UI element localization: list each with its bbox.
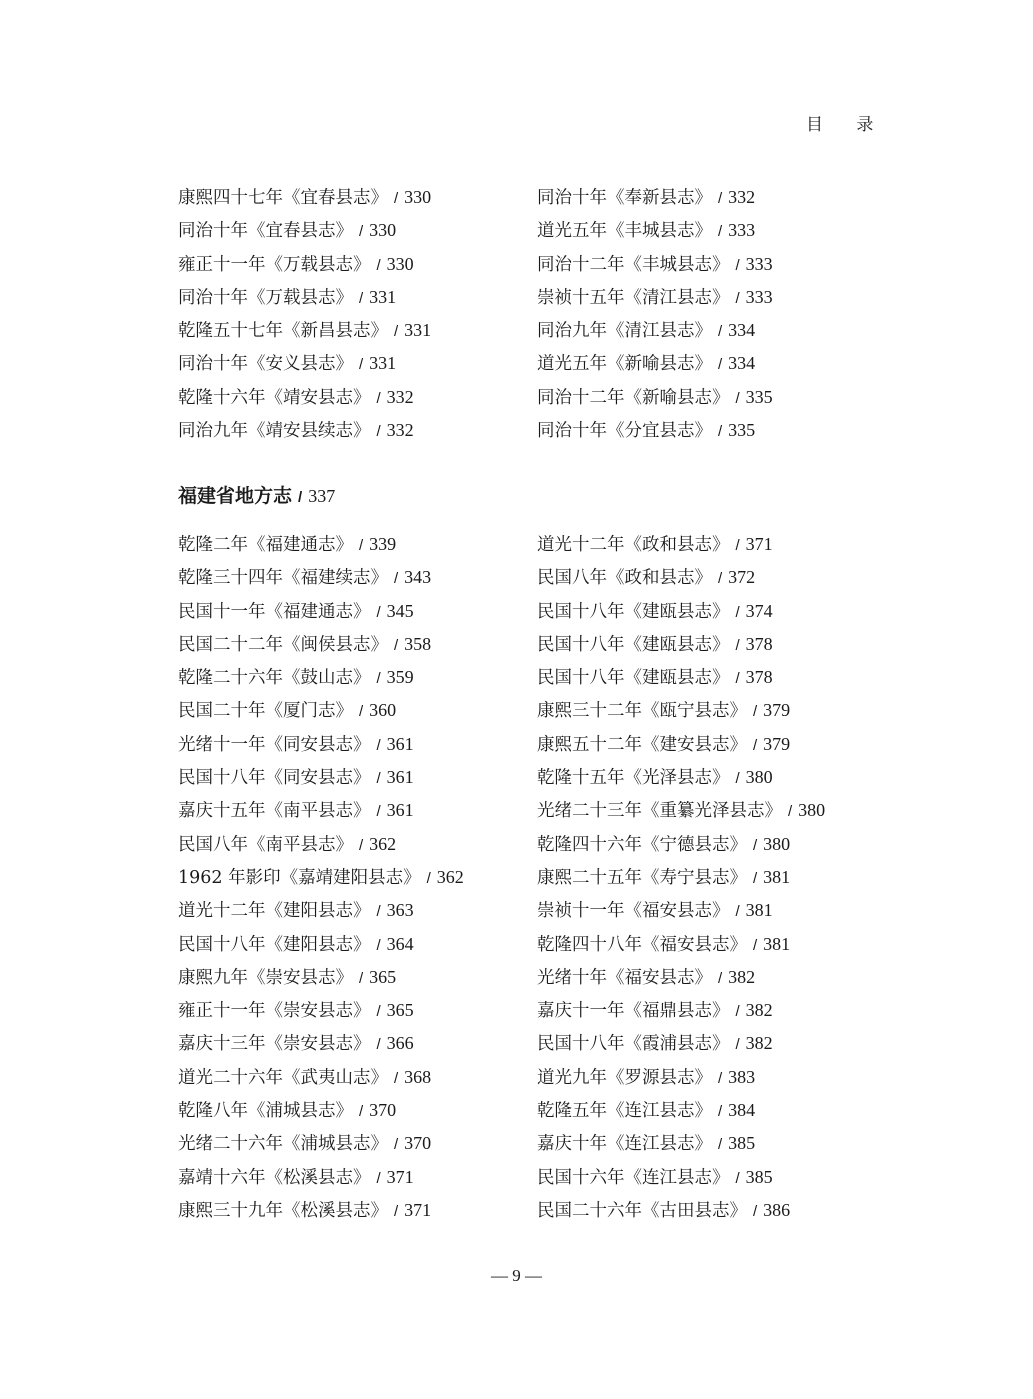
entry-title: 道光十二年《建阳县志》 — [178, 901, 371, 922]
toc-entry[interactable] — [537, 628, 877, 661]
entry-page: 371 — [386, 1166, 414, 1187]
separator: / — [376, 423, 381, 441]
separator: / — [718, 190, 723, 207]
separator: / — [735, 289, 740, 307]
entry-page: 358 — [404, 633, 432, 654]
toc-entry[interactable] — [178, 1127, 518, 1160]
entry-page: 332 — [728, 187, 756, 207]
toc-entry[interactable] — [537, 728, 877, 761]
entry-page: 381 — [763, 933, 791, 954]
separator: / — [426, 869, 431, 887]
entry-page: 331 — [369, 286, 397, 307]
entry-title: 乾隆八年《浦城县志》 — [178, 1101, 353, 1122]
entry-page: 333 — [745, 253, 773, 274]
separator: / — [376, 903, 381, 921]
entry-title: 乾隆四十八年《福安县志》 — [537, 934, 747, 955]
entry-page: 331 — [404, 320, 432, 341]
separator: / — [394, 190, 399, 207]
entry-title: 民国十八年《建瓯县志》 — [537, 668, 730, 689]
entry-title: 嘉庆十三年《崇安县志》 — [178, 1034, 371, 1055]
entry-title: 光绪十年《福安县志》 — [537, 967, 712, 988]
separator: / — [718, 1069, 723, 1087]
entry-title: 同治十年《安义县志》 — [178, 354, 353, 375]
separator: / — [394, 1136, 399, 1154]
toc-entry[interactable] — [178, 414, 518, 447]
toc-entry[interactable] — [178, 828, 518, 861]
entry-title: 民国十八年《霞浦县志》 — [537, 1034, 730, 1055]
toc-entry[interactable] — [178, 894, 518, 927]
entry-page: 333 — [745, 286, 773, 307]
entry-page: 332 — [386, 420, 414, 441]
entry-page: 372 — [728, 567, 756, 588]
entry-page: 331 — [369, 353, 397, 374]
entry-page: 360 — [369, 700, 397, 721]
entry-page: 385 — [728, 1133, 756, 1154]
toc-entry[interactable] — [537, 661, 877, 694]
separator: / — [359, 356, 364, 374]
separator: / — [376, 936, 381, 954]
separator: / — [394, 1069, 399, 1087]
entry-title: 乾隆五十七年《新昌县志》 — [178, 321, 388, 342]
entry-page: 365 — [369, 966, 397, 987]
entry-page: 330 — [386, 253, 414, 274]
entry-page: 330 — [369, 220, 397, 241]
toc-entry[interactable] — [537, 1094, 877, 1127]
entry-title: 乾隆二年《福建通志》 — [178, 535, 353, 555]
entry-page: 371 — [404, 1199, 432, 1220]
entry-page: 381 — [763, 866, 791, 887]
toc-entry[interactable] — [537, 1127, 877, 1160]
entry-title: 康熙二十五年《寿宁县志》 — [537, 867, 747, 888]
entry-page: 382 — [728, 966, 756, 987]
separator: / — [376, 603, 381, 621]
entry-page: 386 — [763, 1199, 791, 1220]
entry-title: 康熙三十九年《松溪县志》 — [178, 1200, 388, 1221]
separator: / — [735, 389, 740, 407]
entry-title: 同治十年《宜春县志》 — [178, 221, 353, 242]
toc-entry[interactable] — [537, 694, 877, 727]
separator: / — [735, 636, 740, 654]
toc-column — [178, 181, 518, 447]
entry-page: 361 — [386, 767, 414, 788]
page-number: — 9 — — [491, 1266, 542, 1285]
entry-title: 乾隆十六年《靖安县志》 — [178, 387, 371, 408]
entry-page: 382 — [745, 1000, 773, 1021]
separator: / — [718, 323, 723, 341]
separator: / — [359, 836, 364, 854]
section-page: 337 — [308, 486, 336, 506]
separator: / — [753, 869, 758, 887]
entry-title: 光绪十一年《同安县志》 — [178, 734, 371, 755]
entry-title: 乾隆四十六年《宁德县志》 — [537, 834, 747, 855]
entry-title: 乾隆三十四年《福建续志》 — [178, 568, 388, 589]
entry-page: 330 — [404, 187, 432, 207]
entry-title: 崇祯十五年《清江县志》 — [537, 287, 730, 308]
entry-title: 同治九年《靖安县续志》 — [178, 421, 371, 442]
entry-title: 崇祯十一年《福安县志》 — [537, 901, 730, 922]
entry-title: 嘉庆十年《连江县志》 — [537, 1134, 712, 1155]
separator: / — [376, 1169, 381, 1187]
entry-title: 民国八年《政和县志》 — [537, 568, 712, 589]
separator: / — [718, 1136, 723, 1154]
separator: / — [718, 356, 723, 374]
toc-entry[interactable] — [178, 181, 518, 214]
entry-page: 370 — [369, 1100, 397, 1121]
separator: / — [735, 1036, 740, 1054]
entry-page: 380 — [763, 833, 791, 854]
separator: / — [394, 636, 399, 654]
separator: / — [376, 389, 381, 407]
entry-title: 康熙九年《崇安县志》 — [178, 967, 353, 988]
toc-entry[interactable] — [537, 994, 877, 1027]
section-title: 福建省地方志 — [178, 485, 293, 507]
separator: / — [376, 1036, 381, 1054]
entry-title: 同治十二年《丰城县志》 — [537, 254, 730, 275]
toc-entry[interactable] — [178, 961, 518, 994]
toc-entry[interactable] — [178, 1161, 518, 1194]
separator: / — [735, 770, 740, 788]
toc-entry[interactable] — [537, 414, 877, 447]
toc-entry[interactable] — [178, 1061, 518, 1094]
entry-page: 359 — [386, 667, 414, 688]
toc-entry[interactable] — [537, 248, 877, 281]
entry-title: 雍正十一年《崇安县志》 — [178, 1001, 371, 1022]
toc-entry[interactable] — [178, 214, 518, 247]
toc-entry[interactable] — [178, 1027, 518, 1060]
entry-title: 同治十年《奉新县志》 — [537, 188, 712, 208]
entry-page: 370 — [404, 1133, 432, 1154]
entry-page: 371 — [745, 534, 773, 554]
entry-page: 334 — [728, 353, 756, 374]
entry-page: 381 — [745, 900, 773, 921]
entry-page: 379 — [763, 733, 791, 754]
toc-entry[interactable] — [537, 828, 877, 861]
separator: / — [753, 736, 758, 754]
toc-entry[interactable] — [178, 314, 518, 347]
entry-title: 民国八年《南平县志》 — [178, 834, 353, 855]
entry-title: 同治十二年《新喻县志》 — [537, 387, 730, 408]
toc-entry[interactable] — [537, 528, 877, 561]
toc-entry[interactable] — [537, 761, 877, 794]
entry-title: 乾隆五年《连江县志》 — [537, 1101, 712, 1122]
toc-entry[interactable] — [537, 1061, 877, 1094]
entry-title: 光绪二十六年《浦城县志》 — [178, 1134, 388, 1155]
entry-title: 雍正十一年《万载县志》 — [178, 254, 371, 275]
entry-title: 民国十八年《同安县志》 — [178, 768, 371, 789]
toc-entry[interactable] — [537, 281, 877, 314]
entry-page: 333 — [728, 220, 756, 241]
entry-page: 339 — [369, 534, 397, 554]
entry-title: 1962 年影印《嘉靖建阳县志》 — [178, 867, 421, 888]
separator: / — [753, 703, 758, 721]
separator: / — [735, 1003, 740, 1021]
entry-title: 同治十年《万载县志》 — [178, 287, 353, 308]
entry-page: 379 — [763, 700, 791, 721]
entry-page: 332 — [386, 386, 414, 407]
entry-page: 384 — [728, 1100, 756, 1121]
entry-page: 334 — [728, 320, 756, 341]
running-header: 目 录 — [806, 115, 888, 135]
toc-entry[interactable] — [178, 861, 518, 894]
separator: / — [753, 1202, 758, 1220]
separator: / — [788, 803, 793, 821]
toc-entry[interactable] — [178, 1094, 518, 1127]
separator: / — [753, 936, 758, 954]
separator: / — [376, 803, 381, 821]
entry-title: 嘉庆十五年《南平县志》 — [178, 801, 371, 822]
entry-page: 362 — [436, 866, 464, 887]
entry-page: 368 — [404, 1066, 432, 1087]
separator: / — [735, 603, 740, 621]
toc-entry[interactable] — [178, 761, 518, 794]
separator: / — [718, 223, 723, 241]
separator: / — [735, 670, 740, 688]
entry-page: 335 — [745, 386, 773, 407]
toc-entry[interactable] — [178, 728, 518, 761]
toc-entry[interactable] — [178, 347, 518, 380]
entry-page: 362 — [369, 833, 397, 854]
entry-page: 361 — [386, 800, 414, 821]
toc-entry[interactable] — [178, 994, 518, 1027]
entry-title: 民国二十六年《古田县志》 — [537, 1200, 747, 1221]
entry-page: 380 — [798, 800, 826, 821]
separator: / — [376, 770, 381, 788]
separator: / — [394, 1202, 399, 1220]
toc-entry[interactable] — [537, 214, 877, 247]
separator: / — [735, 903, 740, 921]
entry-page: 385 — [745, 1166, 773, 1187]
toc-entry[interactable] — [537, 381, 877, 414]
entry-page: 374 — [745, 600, 773, 621]
entry-title: 民国二十年《厦门志》 — [178, 701, 353, 722]
separator: / — [735, 537, 740, 554]
entry-page: 378 — [745, 667, 773, 688]
toc-entry[interactable] — [537, 861, 877, 894]
separator: / — [359, 537, 364, 554]
entry-page: 365 — [386, 1000, 414, 1021]
separator: / — [718, 570, 723, 588]
entry-title: 道光十二年《政和县志》 — [537, 535, 730, 555]
separator: / — [753, 836, 758, 854]
toc-entry[interactable] — [178, 595, 518, 628]
entry-title: 同治九年《清江县志》 — [537, 321, 712, 342]
toc-entry[interactable] — [537, 595, 877, 628]
separator: / — [394, 323, 399, 341]
separator: / — [735, 256, 740, 274]
entry-title: 民国十六年《连江县志》 — [537, 1167, 730, 1188]
entry-title: 同治十年《分宜县志》 — [537, 421, 712, 442]
separator: / — [359, 289, 364, 307]
toc-entry[interactable] — [178, 248, 518, 281]
toc-entry[interactable] — [178, 794, 518, 827]
toc-entry[interactable] — [537, 1161, 877, 1194]
entry-page: 382 — [745, 1033, 773, 1054]
entry-title: 嘉靖十六年《松溪县志》 — [178, 1167, 371, 1188]
entry-title: 民国十八年《建瓯县志》 — [537, 601, 730, 622]
toc-entry[interactable] — [178, 628, 518, 661]
entry-page: 335 — [728, 420, 756, 441]
toc-entry[interactable] — [537, 347, 877, 380]
toc-entry[interactable] — [537, 314, 877, 347]
entry-title: 乾隆十五年《光泽县志》 — [537, 768, 730, 789]
toc-column — [178, 528, 518, 1227]
toc-entry[interactable] — [537, 1027, 877, 1060]
toc-entry[interactable] — [537, 961, 877, 994]
entry-title: 民国十一年《福建通志》 — [178, 601, 371, 622]
entry-title: 康熙五十二年《建安县志》 — [537, 734, 747, 755]
entry-page: 345 — [386, 600, 414, 621]
separator: / — [718, 423, 723, 441]
entry-title: 嘉庆十一年《福鼎县志》 — [537, 1001, 730, 1022]
entry-page: 361 — [386, 733, 414, 754]
toc-entry[interactable] — [537, 561, 877, 594]
entry-title: 道光五年《新喻县志》 — [537, 354, 712, 375]
separator: / — [735, 1169, 740, 1187]
separator: / — [298, 489, 303, 506]
separator: / — [376, 256, 381, 274]
toc-entry[interactable] — [178, 1194, 518, 1227]
separator: / — [359, 703, 364, 721]
toc-entry[interactable] — [537, 1194, 877, 1227]
entry-page: 343 — [404, 567, 432, 588]
entry-title: 光绪二十三年《重纂光泽县志》 — [537, 801, 782, 822]
separator: / — [376, 1003, 381, 1021]
separator: / — [359, 969, 364, 987]
entry-page: 363 — [386, 900, 414, 921]
toc-entry[interactable] — [178, 694, 518, 727]
entry-page: 378 — [745, 633, 773, 654]
separator: / — [376, 736, 381, 754]
entry-title: 民国二十二年《闽侯县志》 — [178, 634, 388, 655]
separator: / — [718, 969, 723, 987]
entry-page: 383 — [728, 1066, 756, 1087]
separator: / — [359, 223, 364, 241]
toc-entry[interactable] — [178, 661, 518, 694]
toc-entry[interactable] — [178, 928, 518, 961]
toc-entry[interactable] — [537, 181, 877, 214]
toc-entry[interactable] — [537, 794, 877, 827]
separator: / — [376, 670, 381, 688]
separator: / — [394, 570, 399, 588]
entry-title: 道光五年《丰城县志》 — [537, 221, 712, 242]
separator: / — [359, 1103, 364, 1121]
toc-entry[interactable] — [178, 281, 518, 314]
toc-entry[interactable] — [178, 528, 518, 561]
entry-page: 364 — [386, 933, 414, 954]
entry-page: 380 — [745, 767, 773, 788]
section-heading[interactable] — [178, 481, 335, 508]
toc-entry[interactable] — [178, 561, 518, 594]
entry-title: 民国十八年《建瓯县志》 — [537, 634, 730, 655]
entry-page: 366 — [386, 1033, 414, 1054]
entry-title: 道光二十六年《武夷山志》 — [178, 1067, 388, 1088]
separator: / — [718, 1103, 723, 1121]
toc-column — [537, 528, 877, 1227]
toc-entry[interactable] — [537, 928, 877, 961]
entry-title: 康熙三十二年《瓯宁县志》 — [537, 701, 747, 722]
toc-entry[interactable] — [537, 894, 877, 927]
entry-title: 民国十八年《建阳县志》 — [178, 934, 371, 955]
toc-column — [537, 181, 877, 447]
entry-title: 道光九年《罗源县志》 — [537, 1067, 712, 1088]
toc-entry[interactable] — [178, 381, 518, 414]
entry-title: 乾隆二十六年《鼓山志》 — [178, 668, 371, 689]
entry-title: 康熙四十七年《宜春县志》 — [178, 188, 388, 208]
